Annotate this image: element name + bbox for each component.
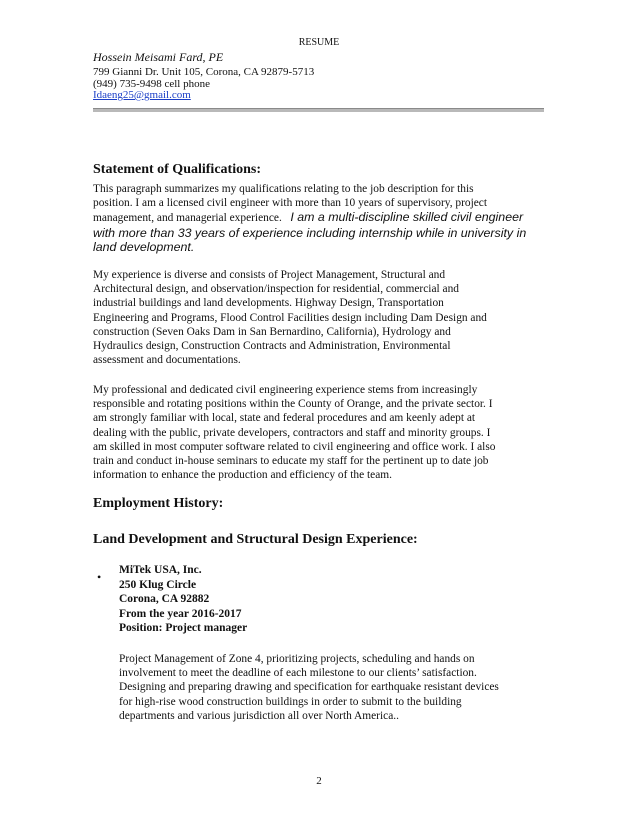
text-line: position. I am a licensed civil engineer with more than 10 years of supervisory, project [93, 197, 488, 210]
text-line: Engineering and Programs, Flood Control Facilities design including Dam Design and [93, 311, 487, 324]
address-line: 799 Gianni Dr. Unit 105, Corona, CA 92879-5713 [93, 66, 315, 78]
text-line: am skilled in most computer software related to civil engineering and office work. I also [93, 440, 496, 453]
text-line: industrial buildings and land developments. Highway Design, Transportation [93, 297, 444, 310]
text-line: assessment and documentations. [93, 354, 241, 367]
employer-city: Corona, CA 92882 [119, 593, 210, 606]
employment-heading: Employment History: [93, 496, 224, 511]
text-line: am strongly familiar with local, state and federal procedures and am keenly adept at [93, 412, 476, 425]
email-link[interactable]: Idaeng25@gmail.com [93, 89, 191, 101]
qualifications-paragraph-2 [93, 268, 548, 367]
text-line: construction (Seven Oaks Dam in San Bernardino, California), Hydrology and [93, 325, 451, 338]
employment-position: Position: Project manager [119, 622, 248, 635]
text-line: My professional and dedicated civil engineering experience stems from increasingly [93, 384, 478, 396]
text-line: This paragraph summarizes my qualifications relating to the job description for this [93, 183, 474, 195]
text-line: responsible and rotating positions within the County of Orange, and the private sector. I [93, 398, 493, 411]
text-line: train and conduct in-house seminars to educate my staff for the pertinent up to date job [93, 455, 489, 468]
text-segment: management, and managerial experience. [93, 212, 282, 225]
document-title: RESUME [298, 37, 340, 48]
bullet-icon: • [97, 570, 102, 584]
phone-line: (949) 735-9498 cell phone [93, 78, 210, 90]
text-line: dealing with the public, private developers, contractors and staff and minority groups. I [93, 426, 491, 439]
employer-block [119, 563, 247, 636]
italic-text-line: with more than 33 years of experience including internship while in university in [93, 225, 527, 240]
header-divider [93, 108, 544, 112]
job-description [119, 652, 499, 723]
text-line [93, 210, 548, 225]
text-line: for high-rise wood construction buildings in order to submit to the building [119, 695, 462, 708]
text-line: My experience is diverse and consists of Project Management, Structural and [93, 269, 446, 281]
italic-text-line: land development. [93, 239, 195, 254]
text-line: Designing and preparing drawing and specification for earthquake resistant devices [119, 681, 499, 694]
qualifications-heading: Statement of Qualifications: [93, 162, 261, 177]
text-line: Hydraulics design, Construction Contracts and Administration, Environmental [93, 340, 451, 353]
qualifications-paragraph-1 [93, 182, 548, 254]
employer-street: 250 Klug Circle [119, 578, 197, 591]
text-line: Project Management of Zone 4, prioritizing projects, scheduling and hands on [119, 653, 475, 665]
employment-subheading: Land Development and Structural Design Experience: [93, 532, 418, 547]
text-line: information to enhance the production and efficiency of the team. [93, 469, 392, 482]
italic-text-segment: I am a multi-discipline skilled civil engineer [290, 210, 524, 225]
applicant-name: Hossein Meisami Fard, PE [93, 50, 224, 64]
qualifications-paragraph-3 [93, 383, 548, 482]
employment-period: From the year 2016-2017 [119, 607, 242, 620]
text-line: involvement to meet the deadline of each milestone to our clients’ satisfaction. [119, 667, 477, 680]
page-number: 2 [316, 775, 322, 787]
employer-name: MiTek USA, Inc. [119, 564, 202, 576]
text-line: Architectural design, and observation/inspection for residential, commercial and [93, 283, 459, 296]
text-line: departments and various jurisdiction all over North America.. [119, 709, 399, 722]
